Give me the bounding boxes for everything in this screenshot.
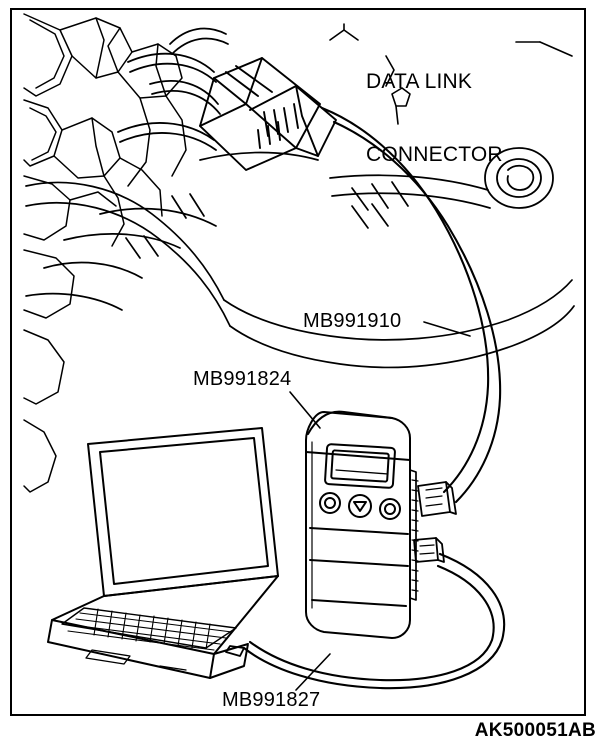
vehicle-communication-interface — [306, 412, 418, 638]
figure-code: AK500051AB — [474, 720, 596, 741]
interface-connector-top — [418, 482, 456, 516]
label-mb991827: MB991827 — [222, 689, 321, 711]
label-mb991910: MB991910 — [303, 310, 402, 332]
vehicle-underdash-structure — [24, 14, 186, 492]
label-data-link-connector-line2: CONNECTOR — [366, 142, 503, 166]
mb991827-leader — [296, 654, 330, 690]
label-data-link-connector — [366, 22, 503, 215]
usb-cable — [244, 554, 504, 688]
laptop-computer — [48, 428, 278, 678]
mb991910-leader — [424, 322, 470, 336]
interface-connector-usb — [414, 538, 444, 562]
label-data-link-connector-line1: DATA LINK — [366, 70, 473, 94]
mb991824-leader — [290, 392, 320, 428]
label-mb991824: MB991824 — [193, 368, 292, 390]
laptop-cable-connection — [226, 646, 244, 656]
